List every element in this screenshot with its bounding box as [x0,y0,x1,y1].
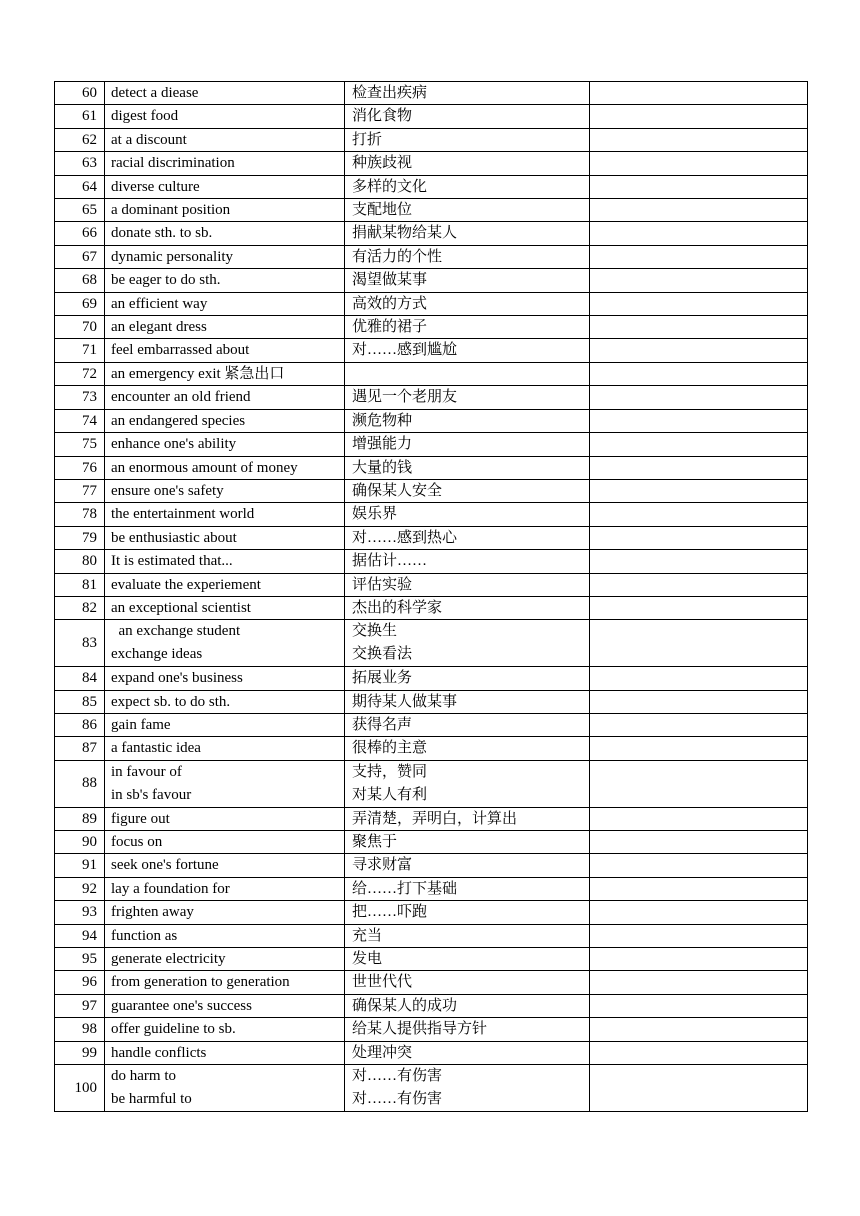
english-phrase: function as [111,927,178,944]
english-phrase: at a discount [111,131,187,148]
chinese-meaning: 消化食物 [352,108,413,125]
english-phrase: expect sb. to do sth. [111,693,231,710]
chinese-meaning: 种族歧视 [352,155,413,172]
table-row [55,479,808,502]
chinese-meaning-cell [345,526,590,549]
row-number: 72 [55,362,105,385]
blank-cell [590,222,808,245]
blank-cell [590,831,808,854]
row-number: 90 [55,831,105,854]
chinese-meaning-cell [345,82,590,105]
english-phrase: an elegant dress [111,319,207,336]
table-row [55,877,808,900]
english-phrase-cell [105,199,345,222]
chinese-meaning-cell [345,386,590,409]
row-number: 82 [55,596,105,619]
english-phrase-cell [105,105,345,128]
blank-cell [590,550,808,573]
blank-cell [590,1018,808,1041]
english-phrase: detect a diease [111,85,199,101]
chinese-meaning-cell [345,690,590,713]
table-row [55,948,808,971]
table-row [55,760,808,807]
english-phrase-cell [105,175,345,198]
english-phrase: gain fame [111,716,171,733]
english-phrase-cell [105,479,345,502]
blank-cell [590,199,808,222]
chinese-meaning-cell [345,760,590,807]
english-phrase-cell [105,948,345,971]
chinese-meaning-cell [345,831,590,854]
row-number: 89 [55,807,105,830]
english-phrase: feel embarrassed about [111,342,250,359]
english-phrase: the entertainment world [111,506,255,523]
row-number: 99 [55,1041,105,1064]
english-phrase: be eager to do sth. [111,272,221,289]
english-phrase-cell [105,573,345,596]
row-number: 62 [55,128,105,151]
chinese-meaning-cell [345,479,590,502]
table-row [55,128,808,151]
english-phrase-cell [105,245,345,268]
chinese-meaning: 对某人有利 [352,786,428,803]
english-phrase: do harm to [111,1068,176,1085]
english-phrase-cell [105,456,345,479]
row-number: 77 [55,479,105,502]
chinese-meaning-cell [345,924,590,947]
chinese-meaning-cell [345,1041,590,1064]
row-number: 60 [55,82,105,105]
english-phrase-cell [105,713,345,736]
chinese-meaning-cell [345,1065,590,1112]
row-number: 76 [55,456,105,479]
english-phrase-cell [105,362,345,385]
blank-cell [590,854,808,877]
chinese-meaning-cell [345,222,590,245]
row-number: 100 [55,1065,105,1112]
row-number: 94 [55,924,105,947]
blank-cell [590,620,808,667]
blank-cell [590,409,808,432]
row-number: 61 [55,105,105,128]
row-number: 66 [55,222,105,245]
row-number: 74 [55,409,105,432]
table-row [55,152,808,175]
chinese-meaning-cell [345,994,590,1017]
table-row [55,292,808,315]
table-row [55,737,808,760]
table-row [55,269,808,292]
english-phrase: encounter an old friend [111,389,251,406]
chinese-meaning-cell [345,596,590,619]
table-row [55,831,808,854]
row-number: 68 [55,269,105,292]
blank-cell [590,667,808,690]
chinese-meaning-cell [345,409,590,432]
row-number: 63 [55,152,105,175]
row-number: 95 [55,948,105,971]
row-number: 91 [55,854,105,877]
chinese-meaning: 拓展业务 [352,670,413,687]
blank-cell [590,737,808,760]
chinese-meaning: 确保某人安全 [352,482,443,499]
table-row [55,409,808,432]
vocabulary-table-body [55,82,808,1112]
table-row [55,362,808,385]
english-phrase-cell [105,854,345,877]
table-row [55,807,808,830]
chinese-meaning: 打折 [352,131,383,148]
row-number: 73 [55,386,105,409]
chinese-meaning: 濒危物种 [352,412,413,429]
row-number: 64 [55,175,105,198]
chinese-meaning: 弄清楚，弄明白，计算出 [352,810,518,827]
chinese-meaning-cell [345,713,590,736]
english-phrase: an exceptional scientist [111,599,251,616]
english-phrase-cell [105,1041,345,1064]
chinese-meaning-cell [345,339,590,362]
english-phrase: a fantastic idea [111,740,201,757]
row-number: 96 [55,971,105,994]
english-phrase: enhance one's ability [111,436,237,453]
chinese-meaning-cell [345,854,590,877]
table-row [55,1041,808,1064]
row-number: 98 [55,1018,105,1041]
chinese-meaning: 支配地位 [352,202,413,219]
english-phrase-cell [105,971,345,994]
chinese-meaning-cell [345,1018,590,1041]
english-phrase-cell [105,1065,345,1112]
english-phrase-cell [105,386,345,409]
table-row [55,526,808,549]
english-phrase: ensure one's safety [111,482,224,499]
english-phrase: figure out [111,810,170,827]
chinese-meaning: 确保某人的成功 [352,997,458,1014]
english-phrase: handle conflicts [111,1044,207,1061]
blank-cell [590,456,808,479]
table-row [55,503,808,526]
chinese-meaning-cell [345,737,590,760]
english-phrase: diverse culture [111,178,200,195]
table-row [55,971,808,994]
chinese-meaning: 捐献某物给某人 [352,225,458,242]
table-row [55,199,808,222]
vocabulary-table [54,81,808,1112]
chinese-meaning-cell [345,456,590,479]
english-phrase: in sb's favour [111,786,192,803]
chinese-meaning: 获得名声 [352,716,413,733]
english-phrase-cell [105,316,345,339]
blank-cell [590,175,808,198]
english-phrase: lay a foundation for [111,880,230,897]
chinese-meaning-cell [345,807,590,830]
table-row [55,667,808,690]
english-phrase: frighten away [111,904,194,921]
chinese-meaning-cell [345,316,590,339]
english-phrase-cell [105,690,345,713]
chinese-meaning-cell [345,877,590,900]
english-phrase: in favour of [111,763,182,780]
chinese-meaning: 对……感到热心 [352,529,458,546]
row-number: 83 [55,620,105,667]
table-row [55,175,808,198]
blank-cell [590,596,808,619]
chinese-meaning: 娱乐界 [352,506,398,523]
chinese-meaning-cell [345,550,590,573]
chinese-meaning: 高效的方式 [352,295,428,312]
blank-cell [590,1041,808,1064]
english-phrase-cell [105,1018,345,1041]
blank-cell [590,924,808,947]
table-row [55,339,808,362]
table-row [55,924,808,947]
chinese-meaning: 对……感到尴尬 [352,342,458,359]
english-phrase: be harmful to [111,1090,192,1107]
chinese-meaning: 寻求财富 [352,857,413,874]
table-row [55,433,808,456]
chinese-meaning: 世世代代 [352,974,413,991]
row-number: 81 [55,573,105,596]
chinese-meaning: 优雅的裙子 [352,319,428,336]
english-phrase-cell [105,550,345,573]
english-phrase-cell [105,620,345,667]
english-phrase: generate electricity [111,951,226,968]
table-row [55,82,808,105]
blank-cell [590,713,808,736]
blank-cell [590,362,808,385]
blank-cell [590,316,808,339]
chinese-meaning-cell [345,292,590,315]
chinese-meaning: 渴望做某事 [352,272,428,289]
table-row [55,994,808,1017]
english-phrase: seek one's fortune [111,857,219,874]
blank-cell [590,971,808,994]
chinese-meaning-cell [345,175,590,198]
chinese-meaning: 发电 [352,951,383,968]
blank-cell [590,573,808,596]
english-phrase: digest food [111,108,179,125]
english-phrase-cell [105,128,345,151]
chinese-meaning-cell [345,901,590,924]
table-row [55,713,808,736]
english-phrase-cell [105,152,345,175]
english-phrase-cell [105,433,345,456]
chinese-meaning: 遇见一个老朋友 [352,389,458,406]
english-phrase-cell [105,526,345,549]
english-phrase: be enthusiastic about [111,529,237,546]
blank-cell [590,339,808,362]
chinese-meaning: 支持，赞同 [352,763,428,780]
english-phrase: from generation to generation [111,974,290,991]
row-number: 80 [55,550,105,573]
english-phrase-cell [105,901,345,924]
row-number: 88 [55,760,105,807]
table-row [55,596,808,619]
chinese-meaning-cell [345,362,590,385]
blank-cell [590,152,808,175]
english-phrase-cell [105,831,345,854]
chinese-meaning: 对……有伤害 [352,1068,443,1085]
row-number: 84 [55,667,105,690]
english-phrase: an enormous amount of money [111,459,298,476]
chinese-meaning: 评估实验 [352,576,413,593]
blank-cell [590,901,808,924]
english-phrase-cell [105,292,345,315]
english-phrase: a dominant position [111,202,231,219]
row-number: 65 [55,199,105,222]
chinese-meaning: 给某人提供指导方针 [352,1021,488,1038]
table-row [55,1065,808,1112]
blank-cell [590,479,808,502]
english-phrase: It is estimated that... [111,553,233,570]
chinese-meaning-cell [345,152,590,175]
blank-cell [590,292,808,315]
blank-cell [590,760,808,807]
english-phrase-cell [105,269,345,292]
chinese-meaning-cell [345,245,590,268]
chinese-meaning-cell [345,620,590,667]
english-phrase-cell [105,667,345,690]
blank-cell [590,82,808,105]
blank-cell [590,128,808,151]
chinese-meaning-cell [345,948,590,971]
chinese-meaning: 增强能力 [352,436,413,453]
table-row [55,550,808,573]
blank-cell [590,1065,808,1112]
chinese-meaning-cell [345,433,590,456]
chinese-meaning: 交换看法 [352,646,413,663]
english-phrase-cell [105,82,345,105]
blank-cell [590,877,808,900]
english-phrase-cell [105,503,345,526]
chinese-meaning: 处理冲突 [352,1044,413,1061]
chinese-meaning: 期待某人做某事 [352,693,458,710]
row-number: 93 [55,901,105,924]
chinese-meaning: 据估计…… [352,553,428,570]
chinese-meaning-cell [345,269,590,292]
row-number: 87 [55,737,105,760]
english-phrase-cell [105,339,345,362]
english-phrase-cell [105,737,345,760]
blank-cell [590,245,808,268]
table-row [55,1018,808,1041]
table-row [55,901,808,924]
table-row [55,456,808,479]
chinese-meaning: 聚焦于 [352,834,398,850]
row-number: 75 [55,433,105,456]
row-number: 69 [55,292,105,315]
english-phrase-cell [105,877,345,900]
english-phrase-cell [105,409,345,432]
blank-cell [590,433,808,456]
english-phrase: exchange ideas [111,646,203,663]
english-phrase: focus on [111,834,163,850]
chinese-meaning-cell [345,128,590,151]
row-number: 97 [55,994,105,1017]
chinese-meaning-cell [345,105,590,128]
english-phrase-cell [105,807,345,830]
table-row [55,573,808,596]
table-row [55,105,808,128]
chinese-meaning: 交换生 [352,623,398,640]
table-row [55,316,808,339]
table-row [55,620,808,667]
row-number: 67 [55,245,105,268]
chinese-meaning: 对……有伤害 [352,1090,443,1107]
english-phrase: offer guideline to sb. [111,1021,236,1038]
blank-cell [590,948,808,971]
chinese-meaning: 检查出疾病 [352,85,428,101]
chinese-meaning: 充当 [352,927,383,944]
english-phrase: an endangered species [111,412,246,429]
table-row [55,245,808,268]
english-phrase: racial discrimination [111,155,235,172]
english-phrase: evaluate the experiement [111,576,261,593]
chinese-meaning-cell [345,573,590,596]
blank-cell [590,386,808,409]
english-phrase-cell [105,222,345,245]
row-number: 92 [55,877,105,900]
english-phrase: guarantee one's success [111,997,252,1014]
english-phrase-cell [105,760,345,807]
chinese-meaning-cell [345,503,590,526]
english-phrase-cell [105,994,345,1017]
blank-cell [590,807,808,830]
blank-cell [590,994,808,1017]
blank-cell [590,690,808,713]
english-phrase: an exchange student [111,623,241,640]
table-row [55,386,808,409]
table-row [55,222,808,245]
chinese-meaning: 多样的文化 [352,178,428,195]
english-phrase-cell [105,596,345,619]
chinese-meaning: 有活力的个性 [352,248,443,265]
chinese-meaning: 大量的钱 [352,459,413,476]
blank-cell [590,503,808,526]
english-phrase: an emergency exit 紧急出口 [111,365,285,382]
row-number: 86 [55,713,105,736]
blank-cell [590,105,808,128]
table-row [55,690,808,713]
chinese-meaning: 给……打下基础 [352,880,458,897]
row-number: 71 [55,339,105,362]
chinese-meaning: 把……吓跑 [352,904,428,921]
english-phrase: donate sth. to sb. [111,225,213,242]
english-phrase: expand one's business [111,670,243,687]
chinese-meaning-cell [345,199,590,222]
table-row [55,854,808,877]
row-number: 79 [55,526,105,549]
english-phrase-cell [105,924,345,947]
chinese-meaning-cell [345,971,590,994]
english-phrase: dynamic personality [111,248,234,265]
chinese-meaning: 很棒的主意 [352,740,428,757]
blank-cell [590,269,808,292]
row-number: 85 [55,690,105,713]
chinese-meaning: 杰出的科学家 [352,599,443,616]
blank-cell [590,526,808,549]
english-phrase: an efficient way [111,295,208,312]
chinese-meaning-cell [345,667,590,690]
row-number: 70 [55,316,105,339]
row-number: 78 [55,503,105,526]
